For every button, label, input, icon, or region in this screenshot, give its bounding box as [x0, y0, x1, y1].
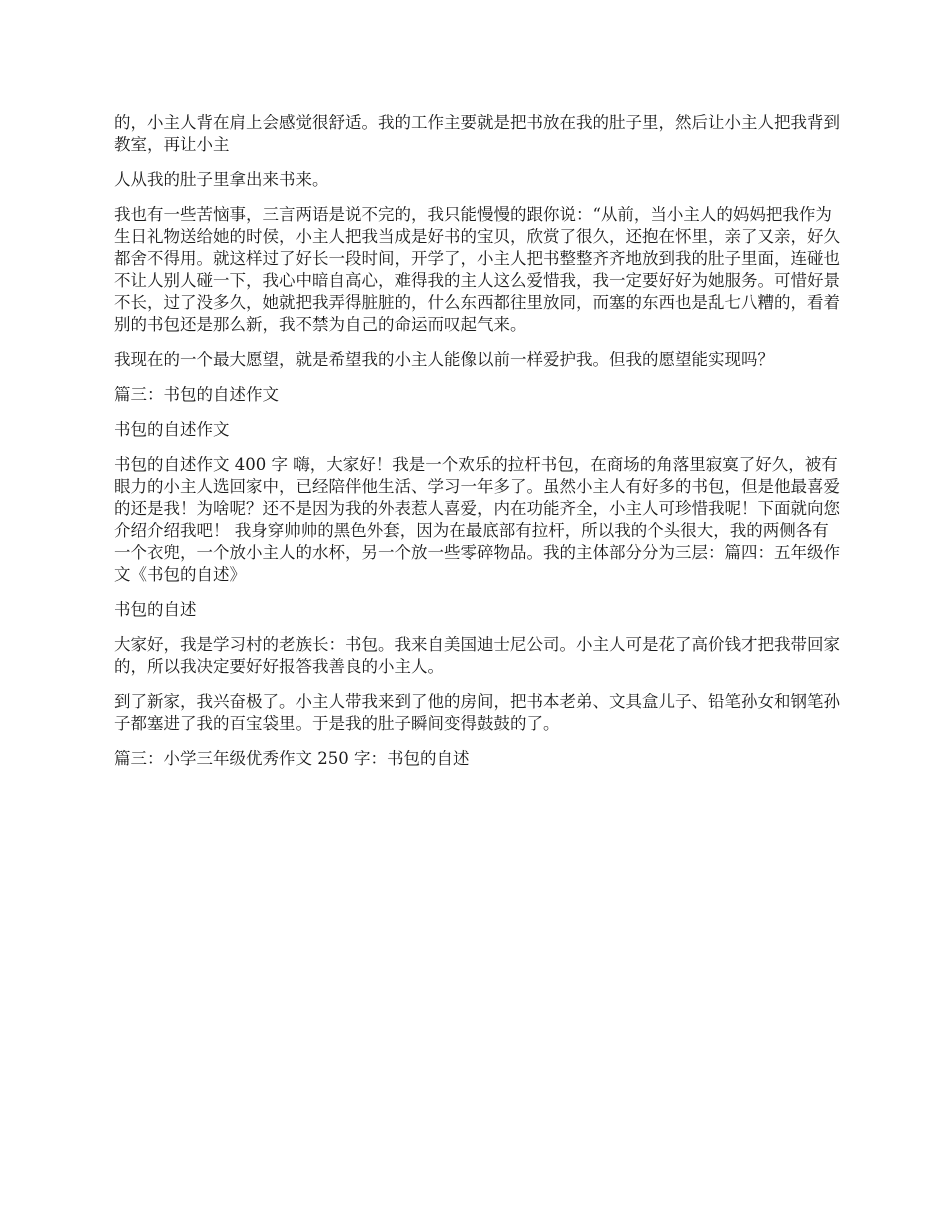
paragraph-intro: 大家好，我是学习村的老族长：书包。我来自美国迪士尼公司。小主人可是花了高价钱才把我带回家的，所以我决定要好好报答我善良的小主人。 [114, 635, 840, 676]
paragraph-continuation: 的，小主人背在肩上会感觉很舒适。我的工作主要就是把书放在我的肚子里，然后让小主人把我背到教室，再让小主 [114, 113, 840, 154]
section-heading: 篇三：小学三年级优秀作文 250 字：书包的自述 [114, 749, 470, 768]
paragraph-essay-body: 书包的自述作文 400 字 嗨，大家好！我是一个欢乐的拉杆书包，在商场的角落里寂寞了好久，被有眼力的小主人选回家中，已经陪伴他生活、学习一年多了。虽然小主人有好多的书包，但是他最喜爱的还是我！为啥呢？还不是因为我的外表惹人喜爱，内在功能齐全，小主人可珍惜我呢！下面就向您介绍介绍我吧！ 我身穿帅帅的黑色外套，因为在最底部有拉杆，所以我的个头很大，我的两侧各有一个衣兜，一个放小主人的水杯，另一个放一些零碎物品。我的主体部分分为三层：篇四：五年级作文《书包的自述》 [114, 455, 840, 584]
essay-title: 书包的自述 [114, 600, 197, 619]
paragraph-worries: 我也有一些苦恼事，三言两语是说不完的，我只能慢慢的跟你说：“从前，当小主人的妈妈把我作为生日礼物送给她的时侯，小主人把我当成是好书的宝贝，欣赏了很久，还抱在怀里，亲了又亲，好久都舍不得用。就这样过了好长一段时间，开学了，小主人把书整整齐齐地放到我的肚子里面，连碰也不让人别人碰一下，我心中暗自高心，难得我的主人这么爱惜我，我一定要好好为她服务。可惜好景不长，过了没多久，她就把我弄得脏脏的，什么东西都往里放同，而塞的东西也是乱七八糟的，看着别的书包还是那么新，我不禁为自己的命运而叹起气来。 [114, 205, 840, 334]
essay-title: 书包的自述作文 [114, 420, 230, 439]
document-page [114, 112, 842, 783]
paragraph-wish: 我现在的一个最大愿望，就是希望我的小主人能像以前一样爱护我。但我的愿望能实现吗？ [114, 350, 774, 369]
paragraph-continuation-end: 人从我的肚子里拿出来书来。 [114, 170, 329, 189]
section-heading: 篇三：书包的自述作文 [114, 385, 279, 404]
paragraph-new-home: 到了新家，我兴奋极了。小主人带我来到了他的房间，把书本老弟、文具盒儿子、铅笔孙女和钢笔孙子都塞进了我的百宝袋里。于是我的肚子瞬间变得鼓鼓的了。 [114, 692, 840, 733]
